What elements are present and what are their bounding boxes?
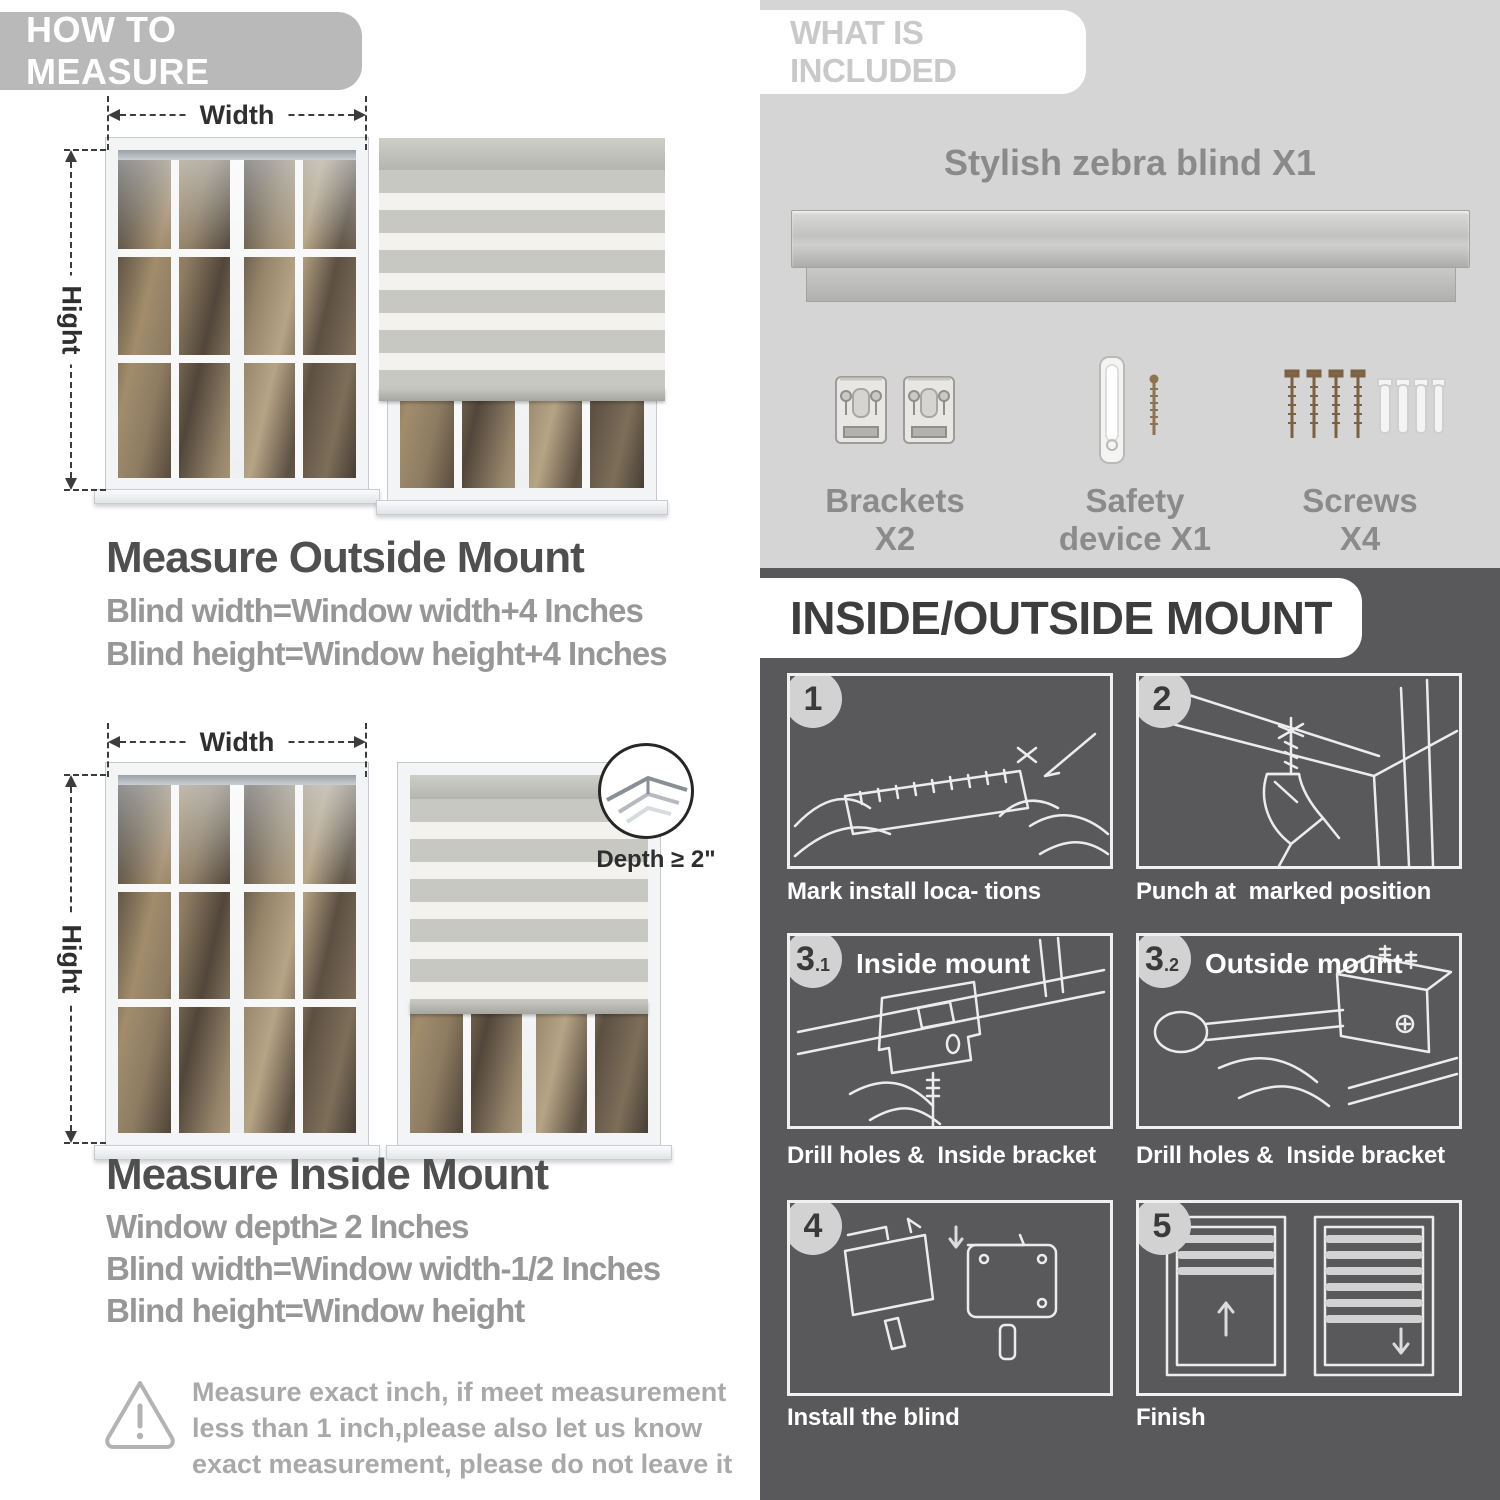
- step-3-1-label: Inside mount: [856, 948, 1031, 979]
- inside-mount-title: Measure Inside Mount: [106, 1150, 549, 1199]
- how-to-measure-title: HOW TO MEASURE: [26, 9, 210, 92]
- step-number: 4: [803, 1206, 823, 1245]
- dimension-tick: [365, 723, 367, 777]
- step-number: 3: [796, 939, 815, 978]
- safety-device-label: Safety device X1: [1058, 482, 1212, 557]
- how-to-measure-header: [0, 9, 362, 92]
- step-number: 2: [1152, 679, 1172, 718]
- depth-label: Depth ≥ 2": [596, 846, 716, 873]
- blind-bottom-rail: [379, 388, 665, 401]
- window-illustration: [106, 763, 368, 1145]
- step-subnumber: .1: [814, 954, 830, 975]
- mount-title: INSIDE/OUTSIDE MOUNT: [790, 592, 1333, 644]
- outside-mount-title: Measure Outside Mount: [106, 533, 584, 582]
- window-corner-detail: [601, 746, 691, 836]
- arrow-down-icon: [65, 478, 77, 490]
- dimension-tick: [107, 723, 109, 777]
- outside-mount-blind-illustration: [379, 138, 665, 514]
- outside-mount-rule-1: Blind width=Window width+4 Inches: [106, 592, 643, 629]
- step-2-tile: [1136, 673, 1462, 869]
- blind-stripes: [379, 170, 665, 388]
- step-number: 3: [1145, 939, 1164, 978]
- step-5-caption: Finish: [1136, 1404, 1206, 1431]
- width-label: Width: [188, 98, 287, 132]
- blind-stripes: [410, 799, 648, 1001]
- step-1-caption: Mark install loca- tions: [787, 878, 1041, 905]
- height-label: Hight: [56, 276, 87, 365]
- window-sill: [94, 489, 380, 504]
- window-illustration: [106, 138, 368, 490]
- brackets-label: Brackets X2: [825, 482, 965, 557]
- window-glass: [118, 775, 356, 1133]
- arrow-right-icon: [354, 736, 366, 748]
- arrow-right-icon: [354, 109, 366, 121]
- screws-icon: [1274, 363, 1446, 459]
- outside-mount-rule-2: Blind height=Window height+4 Inches: [106, 635, 667, 672]
- screws-label: Screws X4: [1302, 482, 1418, 557]
- product-name: Stylish zebra blind X1: [943, 142, 1317, 183]
- step-3-2-caption: Drill holes & Inside bracket: [1136, 1142, 1445, 1169]
- step-subnumber: .2: [1163, 954, 1179, 975]
- step-3-1-caption: Drill holes & Inside bracket: [787, 1142, 1096, 1169]
- measurement-warning-text: Measure exact inch, if meet measurement less than 1 inch,please also let us know exact measurement, please do not leave it: [192, 1377, 733, 1479]
- inside-mount-rule-2: Blind width=Window width-1/2 Inches: [106, 1250, 661, 1287]
- blind-headrail-image: [791, 210, 1470, 268]
- dimension-tick: [107, 96, 109, 150]
- blind-bottom-rail-image: [806, 268, 1456, 302]
- warning-triangle-icon: [100, 1376, 180, 1457]
- depth-zoom-circle: [598, 743, 694, 839]
- arrow-down-icon: [65, 1131, 77, 1143]
- step-2-caption: Punch at marked position: [1136, 878, 1432, 905]
- step-5-tile: [1136, 1200, 1462, 1396]
- width-dimension-arrow: [108, 100, 366, 130]
- step-3-2-label: Outside mount: [1205, 948, 1403, 979]
- blind-cassette: [379, 138, 665, 170]
- height-label: Hight: [56, 915, 87, 1004]
- inside-mount-rule-3: Blind height=Window height: [106, 1292, 525, 1329]
- what-is-included-header: [760, 10, 1086, 94]
- brackets-image: [810, 350, 980, 472]
- step-4-tile: [787, 1200, 1113, 1396]
- bracket-icon: [900, 369, 958, 453]
- zebra-blind: [379, 138, 665, 401]
- arrow-up-icon: [65, 150, 77, 162]
- width-label: Width: [188, 725, 287, 759]
- step-3-1-tile: [787, 933, 1113, 1129]
- height-dimension-arrow: [56, 775, 87, 1143]
- dimension-tick: [365, 96, 367, 150]
- step-number: 5: [1152, 1206, 1172, 1245]
- screws-image: [1270, 350, 1450, 472]
- step-3-2-tile: [1136, 933, 1462, 1129]
- what-is-included-title: WHAT IS INCLUDED: [790, 14, 957, 89]
- arrow-up-icon: [65, 775, 77, 787]
- blind-bottom-rail: [410, 1001, 648, 1014]
- step-number: 1: [803, 679, 823, 718]
- mount-header: [760, 578, 1362, 658]
- step-4-caption: Install the blind: [787, 1404, 960, 1431]
- safety-device-image: [1055, 350, 1215, 472]
- arrow-left-icon: [108, 736, 120, 748]
- bracket-icon: [832, 369, 890, 453]
- arrow-left-icon: [108, 109, 120, 121]
- step-1-tile: [787, 673, 1113, 869]
- window-sill: [376, 500, 668, 515]
- window-glass: [118, 150, 356, 478]
- inside-mount-rule-1: Window depth≥ 2 Inches: [106, 1208, 469, 1245]
- safety-device-icon: [1090, 353, 1180, 469]
- width-dimension-arrow: [108, 727, 366, 757]
- height-dimension-arrow: [56, 150, 87, 490]
